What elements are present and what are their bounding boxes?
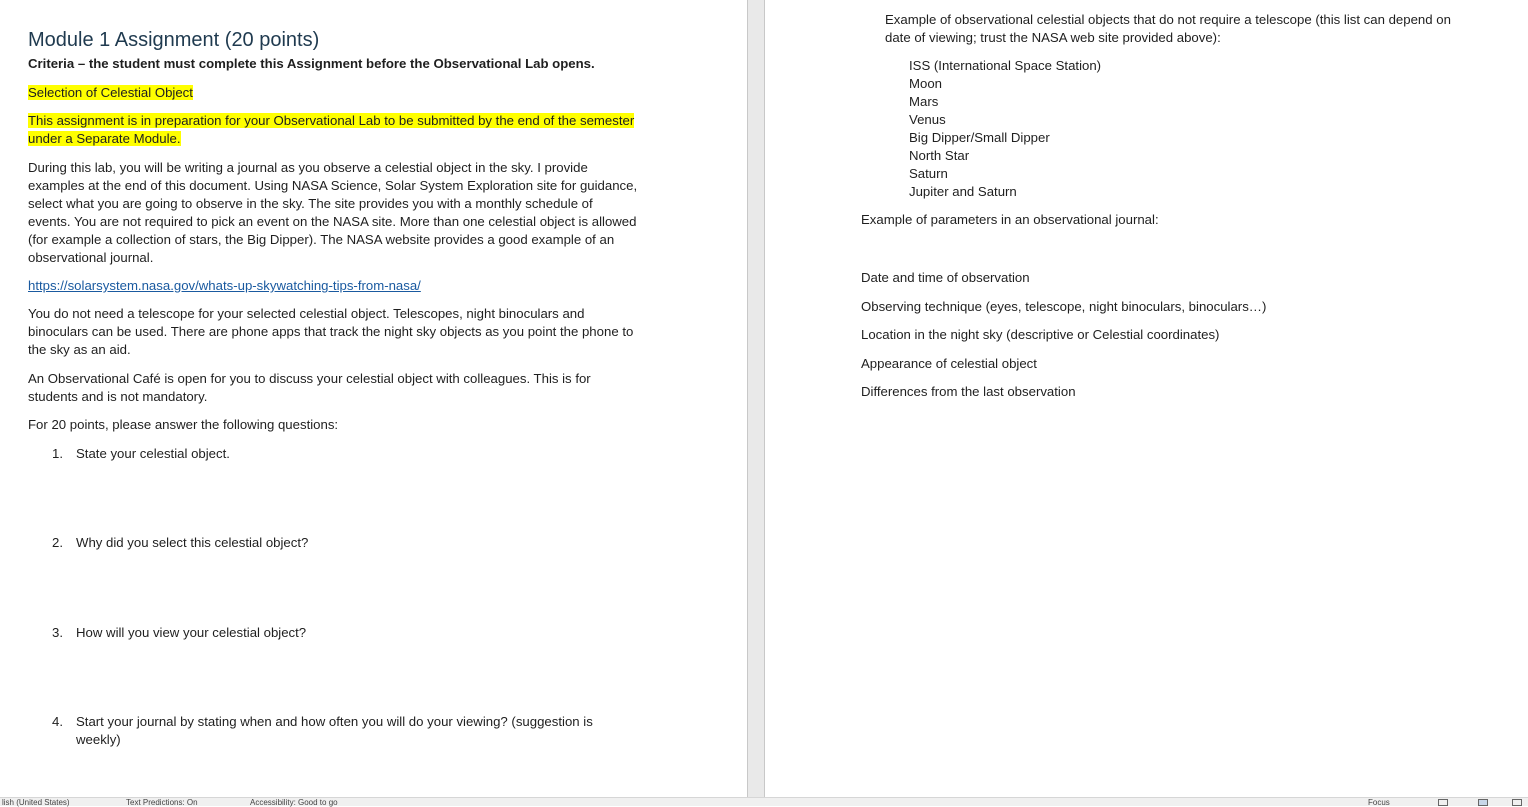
list-item: Moon <box>909 76 942 91</box>
document-page-left[interactable] <box>0 0 747 797</box>
parameter-item: Differences from the last observation <box>861 384 1076 399</box>
paragraph-line: (for example a collection of stars, the Big Dipper). The NASA website provides a good example of an <box>28 232 615 247</box>
paragraph-line: students and is not mandatory. <box>28 389 208 404</box>
paragraph-line: You do not need a telescope for your selected celestial object. Telescopes, night binoculars and <box>28 306 585 321</box>
list-item: ISS (International Space Station) <box>909 58 1102 73</box>
question-text-continued: weekly) <box>76 732 121 747</box>
print-layout-icon[interactable] <box>1478 799 1488 806</box>
question-number: 1. <box>52 446 63 461</box>
document-page-right[interactable] <box>765 0 1528 797</box>
language-status[interactable]: lish (United States) <box>2 798 70 807</box>
examples-intro-line-2: date of viewing; trust the NASA web site provided above): <box>885 30 1221 45</box>
paragraph-line: examples at the end of this document. Using NASA Science, Solar System Exploration site for guidance, <box>28 178 638 193</box>
paragraph-line: An Observational Café is open for you to discuss your celestial object with colleagues. This is for <box>28 371 591 386</box>
question-text: Why did you select this celestial object? <box>76 535 309 550</box>
web-layout-icon[interactable] <box>1512 799 1522 806</box>
questions-intro: For 20 points, please answer the following questions: <box>28 417 339 432</box>
list-item: Big Dipper/Small Dipper <box>909 130 1050 145</box>
prep-text-line-2: under a Separate Module. <box>28 131 181 146</box>
examples-intro-line-1: Example of observational celestial objects that do not require a telescope (this list can depend on <box>885 12 1451 27</box>
prep-text-line-1: This assignment is in preparation for your Observational Lab to be submitted by the end of the semester <box>28 113 635 128</box>
nasa-skywatching-link[interactable]: https://solarsystem.nasa.gov/whats-up-skywatching-tips-from-nasa/ <box>28 278 421 293</box>
list-item: Mars <box>909 94 939 109</box>
question-text: State your celestial object. <box>76 446 230 461</box>
parameter-item: Observing technique (eyes, telescope, night binoculars, binoculars…) <box>861 299 1267 314</box>
document-title: Module 1 Assignment (20 points) <box>28 29 320 51</box>
question-text: How will you view your celestial object? <box>76 625 307 640</box>
paragraph-line: select what you are going to observe in the sky. The site provides you with a monthly schedule of <box>28 196 593 211</box>
paragraph-line: events. You are not required to pick an event on the NASA site. More than one celestial object is allowed <box>28 214 637 229</box>
page-gutter <box>747 0 765 797</box>
list-item: Jupiter and Saturn <box>909 184 1017 199</box>
question-text: Start your journal by stating when and how often you will do your viewing? (suggestion is <box>76 714 593 729</box>
question-number: 2. <box>52 535 63 550</box>
text-predictions-status[interactable]: Text Predictions: On <box>126 798 198 807</box>
list-item: North Star <box>909 148 970 163</box>
status-bar <box>0 797 1528 806</box>
list-item: Venus <box>909 112 946 127</box>
parameter-item: Appearance of celestial object <box>861 356 1037 371</box>
focus-button[interactable]: Focus <box>1368 798 1390 807</box>
paragraph-line: During this lab, you will be writing a journal as you observe a celestial object in the sky. I provide <box>28 160 588 175</box>
list-item: Saturn <box>909 166 948 181</box>
parameter-item: Location in the night sky (descriptive or Celestial coordinates) <box>861 327 1220 342</box>
question-number: 3. <box>52 625 63 640</box>
read-mode-icon[interactable] <box>1438 799 1448 806</box>
parameter-item: Date and time of observation <box>861 270 1030 285</box>
paragraph-line: the sky as an aid. <box>28 342 131 357</box>
section-heading-highlighted: Selection of Celestial Object <box>28 85 193 100</box>
accessibility-status[interactable]: Accessibility: Good to go <box>250 798 338 807</box>
question-number: 4. <box>52 714 63 729</box>
criteria-text: Criteria – the student must complete this Assignment before the Observational Lab opens. <box>28 56 595 71</box>
paragraph-line: observational journal. <box>28 250 154 265</box>
paragraph-line: binoculars can be used. There are phone apps that track the night sky objects as you point the phone to <box>28 324 634 339</box>
parameters-intro: Example of parameters in an observational journal: <box>861 212 1159 227</box>
